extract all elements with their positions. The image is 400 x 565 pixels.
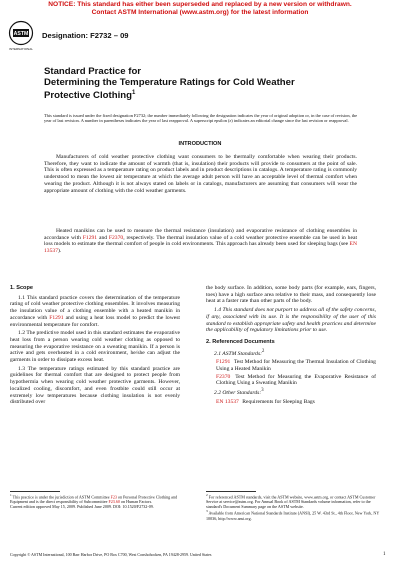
scope-heading: 1. Scope: [10, 285, 34, 291]
scope-1-3: 1.3 The temperature ratings estimated by this standard practice are guidelines for thermal comfort that are designed to protect people from hypothermia when wearing cold weather protective garments. However, localized cooling, discomfort, and even frostbite could still occur at extremely low temperatures because clothing insulation is not evenly distributed over: [10, 365, 180, 406]
footnote-divider-left: [10, 491, 60, 492]
reference-en13537: EN 13537 Requirements for Sleeping Bags: [216, 398, 315, 405]
document-title: [44, 66, 364, 101]
scope-1-2: 1.2 The predictive model used in this standard estimates the evaporative heat loss from a person wearing cold weather clothing as opposed to measuring the evaporative resistance on a sweating manikin. If a person is active and gets overheated in a cold environment, he/she can adjust the garments in order to dissipate excess heat.: [10, 330, 180, 364]
astm-standards-label: 2.1 ASTM Standards:$^2$: [214, 348, 265, 357]
edition-note: Current edition approved May 15, 2009. Published June 2009. DOI: 10.1520/F2732-09.: [10, 504, 154, 510]
issue-note: This standard is issued under the fixed designation F2732; the number immediately following the designation indicates the year of original adoption or, in the case of revision, the year of last revision. A number in parentheses indicates the year of last reapproval. A superscript epsilon (ε) indicates an editorial change since the last revision or reapproval.: [44, 113, 358, 124]
title-footnote-marker: 1: [131, 90, 136, 96]
notice-line-1: NOTICE: This standard has either been superseded and replaced by a new version or withdrawn.: [48, 1, 352, 8]
notice-line-2: Contact ASTM International (www.astm.org) for the latest information: [91, 9, 309, 16]
introduction-paragraph-2: Heated manikins can be used to measure the thermal resistance (insulation) and evaporative resistance of clothing ensembles in accordance with F1291 and F2370, respectively. The thermal insulation value of a cold weather protective ensemble can be used in heat loss models to estimate the thermal comfort of people in cold environments. This approach has already been used for sleeping bags (see EN 13537).: [44, 228, 357, 255]
left-column: [10, 285, 180, 408]
scope-1-3-continued: the body surface. In addition, some body parts (for example, ears, fingers, toes) have a high surface area relative to their mass, and consequently lose heat at a faster rate than other parts of the body.: [206, 285, 376, 305]
scope-1-4: 1.4 This standard does not purport to address all of the safety concerns, if any, associated with its use. It is the responsibility of the user of this standard to establish appropriate safety and health practices and determine the applicability of regulatory limitations prior to use.: [206, 307, 376, 334]
designation: Designation: F2732 – 09: [42, 31, 129, 40]
scope-1-1: 1.1 This standard practice covers the determination of the temperature rating of cold weather protective clothing ensembles. It involves measuring the insulation value of a clothing ensemble with a heated manikin in accordance with F1291 and using a heat loss model to predict the lowest environmental temperature for comfort.: [10, 294, 180, 328]
footnote-1: $^1$ This practice is under the jurisdiction of ASTM Committee F23 on Personal Protective Clothing and Equipment and is the direct responsibility of Subcommittee F23.60 on Human Factors. Current edition approved May 15, 2009. Published June 2009. DOI: 10.1520/F2732-09.: [10, 493, 180, 509]
copyright-line: Copyright © ASTM International, 100 Barr Harbor Drive, PO Box C700, West Conshohocken, PA 19428-2959. United States: [10, 552, 212, 557]
ref-link-f23-60[interactable]: F23.60: [108, 499, 120, 505]
title-line-2: Determining the Temperature Ratings for Cold Weather: [44, 77, 295, 88]
ref-link-f1291[interactable]: F1291: [82, 234, 98, 241]
footnote-2: $^2$ For referenced ASTM standards, visit the ASTM website, www.astm.org, or contact ASTM Customer Service at service@astm.org. For Annual Book of ASTM Standards volume information, refer to the standard's Document Summary page on the ASTM website.: [206, 493, 376, 510]
reference-f1291: F1291 Test Method for Measuring the Thermal Insulation of Clothing Using a Heated Manikin: [216, 359, 376, 372]
ref-link-f23[interactable]: F23: [110, 494, 117, 500]
title-line-1: Standard Practice for: [44, 66, 142, 77]
astm-logo-icon: [8, 20, 34, 54]
other-standards-label: 2.2 Other Standards:$^3$: [214, 388, 264, 396]
ref-link-f1291[interactable]: F1291: [49, 314, 64, 321]
ref-link-f2370[interactable]: F2370: [216, 373, 231, 380]
ref-link-f1291[interactable]: F1291: [216, 359, 231, 366]
ref-link-f2370[interactable]: F2370: [108, 234, 124, 241]
right-column: [206, 285, 376, 406]
referenced-documents-heading: 2. Referenced Documents: [206, 338, 275, 345]
astm-logo: [8, 20, 34, 54]
introduction-heading: INTRODUCTION: [178, 141, 222, 147]
ref-link-en13537[interactable]: EN 13537: [216, 398, 239, 405]
ref-link-en13537[interactable]: EN 13537: [44, 241, 357, 255]
footnote-divider-right: [206, 491, 256, 492]
footnotes-2-3: [206, 493, 382, 521]
title-line-3: Protective Clothing$^1$: [44, 90, 136, 102]
page-number: 1: [383, 552, 386, 557]
reference-f2370: F2370 Test Method for Measuring the Evaporative Resistance of Clothing Using a Sweating Manikin: [216, 373, 376, 387]
logo-text: INTERNATIONAL: [9, 47, 33, 51]
notice-banner: [0, 1, 400, 17]
svg-text:ASTM: ASTM: [13, 31, 29, 38]
introduction-paragraph-1: Manufacturers of cold weather protective clothing want consumers to be thermally comfortable when wearing their products. Therefore, they want to indicate the amount of warmth (that is, insulation) their products will provide to consumers at the point of sale. This is often expressed as a temperature rating on product labels and in product descriptions in catalogs. A temperature rating is commonly understood to mean the lowest air temperature at which the average adult person will have an acceptable level of thermal comfort when wearing the product. Although it is not always stated on labels or in catalogs, manufacturers are assuming that consumers will wear the appropriate amount of clothing with the cold weather garments.: [44, 154, 357, 194]
footnote-3: $^3$ Available from American National Standards Institute (ANSI), 25 W. 43rd St., 4th Floor, New York, NY 10036, http://www.ansi.org.: [206, 509, 380, 521]
